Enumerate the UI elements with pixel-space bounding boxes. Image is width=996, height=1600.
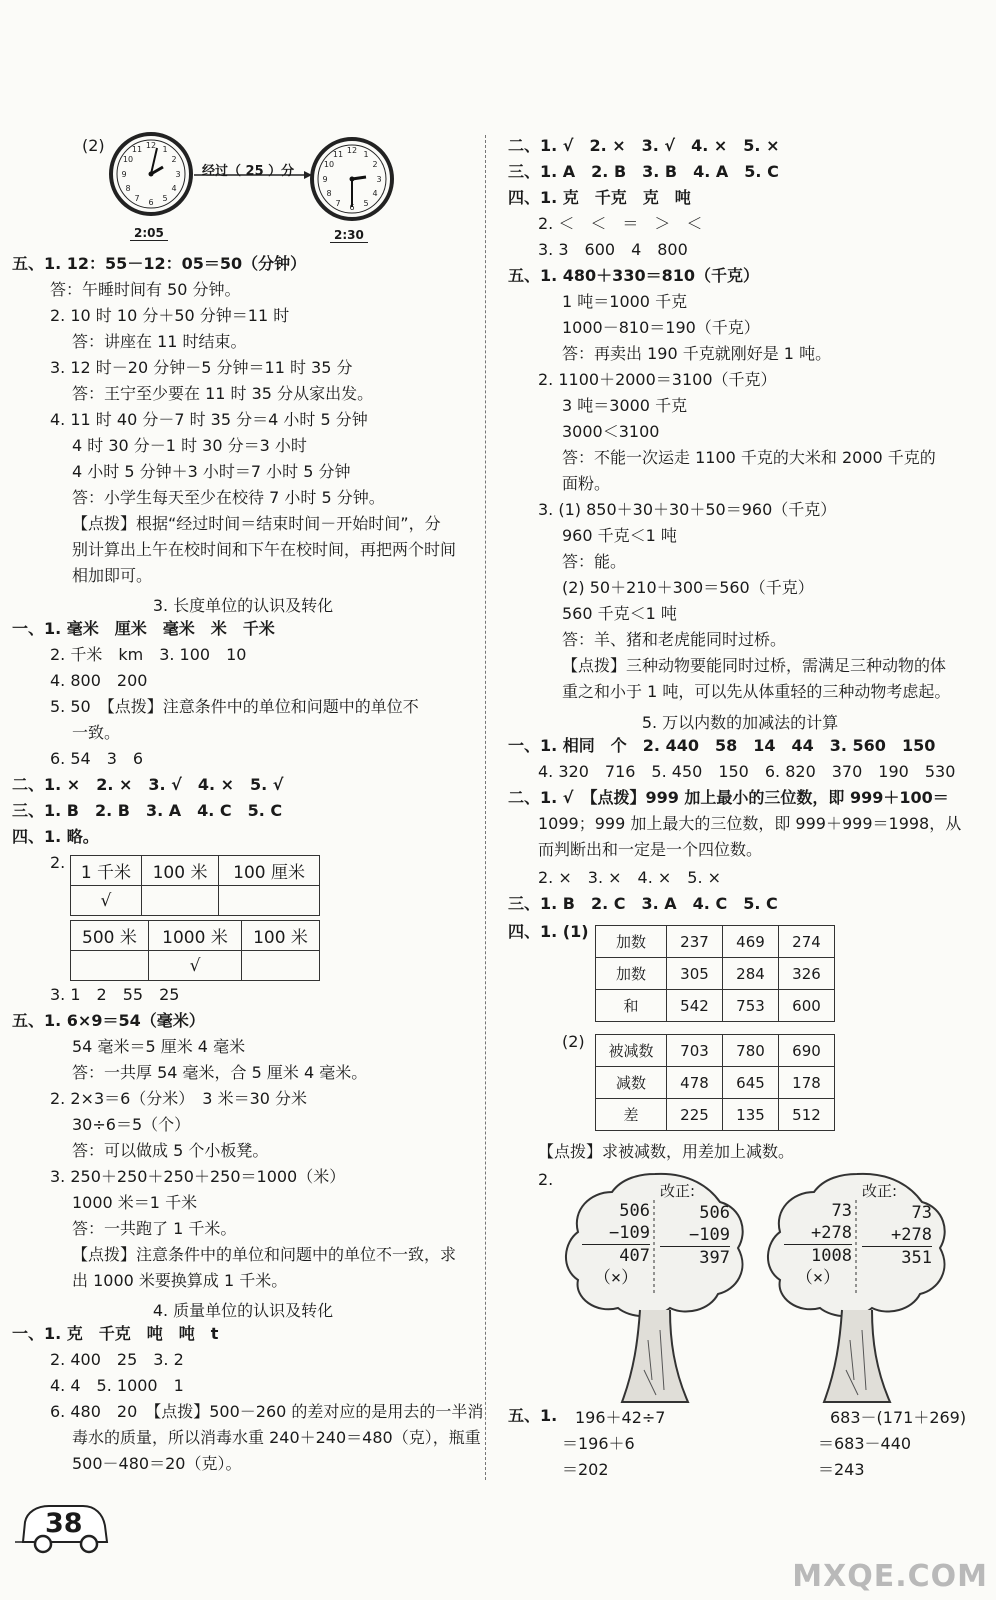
answer-line: 2. × 3. × 4. × 5. × [538,868,722,887]
tree-illustration [560,1170,750,1410]
answer-line: 1 吨＝1000 千克 [562,292,688,311]
answer-line: 五、1. 480＋330＝810（千克） [508,266,759,285]
answer-line: 答：一共跑了 1 千米。 [72,1219,237,1238]
svg-text:4: 4 [372,189,378,198]
svg-text:5: 5 [162,194,168,203]
elapsed-time-label: 经过（ 25 ）分 [202,164,295,179]
wrong-calc [784,1200,852,1289]
svg-text:11: 11 [131,145,143,154]
table-cell: 237 [667,926,723,958]
answer-line: 答：王宁至少要在 11 时 35 分从家出发。 [72,384,374,403]
table-cell: 780 [723,1035,779,1067]
svg-text:2: 2 [171,155,177,164]
calc-line: 196＋42÷7 [575,1408,666,1427]
tip-line: 出 1000 米要换算成 1 千米。 [72,1271,288,1290]
svg-text:12: 12 [145,141,157,150]
answer-line: 一致。 [72,723,121,742]
svg-text:4: 4 [171,184,177,193]
calc-line: 73 [831,1201,852,1221]
page-number: 38 [45,1508,83,1539]
watermark: MXQE.COM [792,1559,988,1594]
unit-table-a [70,855,320,916]
table-cell: 1000 米 [148,921,241,951]
answer-line: 四、1. 略。 [12,827,99,846]
calc-line: 683－(171＋269) [830,1408,967,1427]
table-cell: 加数 [596,926,667,958]
svg-text:6: 6 [349,203,355,212]
answer-line: 毒水的质量，所以消毒水重 240＋240＝480（克），瓶重 [72,1428,481,1447]
check-mark [71,951,149,981]
svg-text:12: 12 [346,146,358,155]
svg-text:7: 7 [335,199,341,208]
column-divider [485,135,486,1480]
table-row [596,926,835,958]
answer-line: 4. 4 5. 1000 1 [50,1376,184,1395]
calc-line: 351 [901,1248,932,1268]
answer-line: 二、1. × 2. × 3. √ 4. × 5. √ [12,775,284,794]
answer-line: 560 千克＜1 吨 [562,604,677,623]
answer-line: 2. 千米 km 3. 100 10 [50,645,247,664]
table-cell: 753 [723,990,779,1022]
correction-title: 改正: [660,1182,696,1200]
answer-line: 6. 54 3 6 [50,749,144,768]
answer-line: 四、1. 克 千克 克 吨 [508,188,691,207]
table-cell: 和 [596,990,667,1022]
calc-line: ＝683－440 [818,1434,912,1453]
table-cell: 100 米 [242,921,320,951]
table-row [596,1035,835,1067]
answer-line: 答：午睡时间有 50 分钟。 [50,280,241,299]
check-mark [141,886,218,916]
svg-text:11: 11 [332,150,344,159]
answer-line: 30÷6＝5（个） [72,1115,191,1134]
table-cell: 减数 [596,1067,667,1099]
svg-text:5: 5 [363,199,369,208]
answer-line: 答：小学生每天至少在校待 7 小时 5 分钟。 [72,488,385,507]
answer-line: 1000－810＝190（千克） [562,318,760,337]
answer-line: 三、1. B 2. C 3. A 4. C 5. C [508,894,778,913]
answer-line: 而判断出和一定是一个四位数。 [538,840,763,859]
calc-line: 506 [619,1201,650,1221]
answer-line: 2. 2×3＝6（分米） 3 米＝30 分米 [50,1089,308,1108]
calc-line: 407 [619,1246,650,1266]
check-mark [242,951,320,981]
answer-line: 一、1. 克 千克 吨 吨 t [12,1324,219,1343]
answer-line: 四、1. (1) [508,922,589,941]
table-row [596,1067,835,1099]
svg-text:3: 3 [376,175,382,184]
table-cell: 284 [723,958,779,990]
calc-line: +278 [784,1222,852,1245]
answer-line: 4. 11 时 40 分－7 时 35 分＝4 小时 5 分钟 [50,410,368,429]
table-cell: 542 [667,990,723,1022]
answer-line: 一、1. 相同 个 2. 440 58 14 44 3. 560 150 [508,736,936,755]
answer-line: 1000 米＝1 千米 [72,1193,198,1212]
table-cell: 500 米 [71,921,149,951]
answer-line: 3. 1 2 55 25 [50,985,180,1004]
corrected-calc [660,1180,730,1269]
answer-line: 答：能。 [562,552,627,571]
tip-line: 【点拨】三种动物要能同时过桥，需满足三种动物的体 [562,656,947,675]
table-cell: 178 [779,1067,835,1099]
table-cell: 100 米 [141,856,218,886]
answer-line: 五、1. 12：55－12：05＝50（分钟） [12,254,307,273]
svg-text:9: 9 [322,175,328,184]
answer-line: 五、1. 6×9＝54（毫米） [12,1011,205,1030]
table-cell: 478 [667,1067,723,1099]
answer-line: 2. [50,853,66,872]
answer-line: 2. 10 时 10 分＋50 分钟＝11 时 [50,306,290,325]
check-mark: √ [71,886,142,916]
table-cell: 512 [779,1099,835,1131]
answer-line: (2) 50＋210＋300＝560（千克） [562,578,814,597]
answer-line: 3. 250＋250＋250＋250＝1000（米） [50,1167,346,1186]
answer-line: 3. (1) 850＋30＋30＋50＝960（千克） [538,500,837,519]
question-label: 2. [538,1170,554,1189]
answer-line: 2. ＜ ＜ ＝ ＞ ＜ [538,214,703,233]
answer-line: 2. 400 25 3. 2 [50,1350,184,1369]
calc-line: ＝196＋6 [562,1434,635,1453]
calc-line: 1008 [811,1246,852,1266]
tip-line: 别计算出上午在校时间和下午在校时间，再把两个时间 [72,540,457,559]
calc-line: 73 [911,1203,932,1223]
question-label: 五、1. [508,1406,558,1425]
tip-line: 相加即可。 [72,566,153,585]
calc-line: ＝202 [562,1460,609,1479]
table-cell: 135 [723,1099,779,1131]
svg-text:2: 2 [372,160,378,169]
section-title: 4. 质量单位的认识及转化 [152,1301,334,1320]
end-time: 2:30 [330,228,368,243]
answer-line: 三、1. B 2. B 3. A 4. C 5. C [12,801,283,820]
wrong-calc [582,1200,650,1289]
answer-line: 4. 800 200 [50,671,148,690]
table-row [596,990,835,1022]
table-cell: 469 [723,926,779,958]
table-cell: 305 [667,958,723,990]
table-cell: 690 [779,1035,835,1067]
answer-line: 二、1. √ 【点拨】999 加上最小的三位数，即 999＋100＝ [508,788,949,807]
table-cell: 703 [667,1035,723,1067]
answer-line: 答：不能一次运走 1100 千克的大米和 2000 千克的 [562,448,936,467]
table-row [596,958,835,990]
table-row [596,1099,835,1131]
answer-line: 960 千克＜1 吨 [562,526,677,545]
table-cell: 600 [779,990,835,1022]
answer-line: 54 毫米＝5 厘米 4 毫米 [72,1037,246,1056]
table-cell: 225 [667,1099,723,1131]
answer-line: 答：可以做成 5 个小板凳。 [72,1141,269,1160]
table-cell: 326 [779,958,835,990]
answer-line: 三、1. A 2. B 3. B 4. A 5. C [508,162,779,181]
answer-line: 4 时 30 分－1 时 30 分＝3 小时 [72,436,307,455]
table-cell: 274 [779,926,835,958]
answer-line: 面粉。 [562,474,611,493]
check-mark: √ [148,951,241,981]
tip-line: 【点拨】根据“经过时间＝结束时间－开始时间”，分 [72,514,441,533]
svg-text:1: 1 [363,150,369,159]
unit-table-b [70,920,320,981]
table-cell: 1 千米 [71,856,142,886]
svg-text:1: 1 [162,145,168,154]
answer-line: 1099；999 加上最大的三位数，即 999＋999＝1998，从 [538,814,962,833]
section-title: 3. 长度单位的认识及转化 [152,596,334,615]
table-cell: 被减数 [596,1035,667,1067]
tip-line: 【点拨】注意条件中的单位和问题中的单位不一致，求 [72,1245,457,1264]
svg-text:6: 6 [148,198,154,207]
calc-line: 397 [699,1248,730,1268]
calc-line: −109 [582,1222,650,1245]
wrong-mark: （×） [593,1268,639,1288]
answer-line: 500－480＝20（克）。 [72,1454,242,1473]
tip-line: 【点拨】求被减数，用差加上减数。 [538,1142,795,1161]
tip-line: 重之和小于 1 吨，可以先从体重轻的三种动物考虑起。 [562,682,951,701]
calc-line: 506 [699,1203,730,1223]
answer-line: 3. 12 时－20 分钟－5 分钟＝11 时 35 分 [50,358,353,377]
svg-text:9: 9 [121,170,127,179]
answer-line: 5. 50 【点拨】注意条件中的单位和问题中的单位不 [50,697,419,716]
corrected-calc [862,1180,932,1269]
answer-line: 答：再卖出 190 千克就刚好是 1 吨。 [562,344,832,363]
correction-title: 改正: [862,1182,898,1200]
clock-icon [107,130,195,218]
answer-line: 二、1. √ 2. × 3. √ 4. × 5. × [508,136,780,155]
answer-line: 答：羊、猪和老虎能同时过桥。 [562,630,787,649]
answer-line: 6. 480 20 【点拨】500－260 的差对应的是用去的一半消 [50,1402,484,1421]
answer-line: 3000＜3100 [562,422,660,441]
svg-text:3: 3 [175,170,181,179]
subtraction-table [595,1034,835,1131]
tree-illustration [762,1170,952,1410]
subquestion-label: (2) [562,1032,585,1051]
calc-line: −109 [660,1224,730,1247]
page-number-badge [15,1498,110,1558]
clock-icon [308,135,396,223]
answer-line: 4 小时 5 分钟＋3 小时＝7 小时 5 分钟 [72,462,351,481]
svg-text:10: 10 [323,160,335,169]
clock-question-label: (2) [82,136,105,155]
calc-line: ＝243 [818,1460,865,1479]
svg-text:7: 7 [134,194,140,203]
svg-text:8: 8 [125,184,131,193]
answer-line: 4. 320 716 5. 450 150 6. 820 370 190 530 [538,762,956,781]
svg-text:8: 8 [326,189,332,198]
table-cell: 加数 [596,958,667,990]
table-cell: 差 [596,1099,667,1131]
addition-table [595,925,835,1022]
table-cell: 100 厘米 [219,856,320,886]
table-cell: 645 [723,1067,779,1099]
start-time: 2:05 [130,226,168,241]
answer-line: 3. 3 600 4 800 [538,240,688,259]
answer-line: 答：讲座在 11 时结束。 [72,332,247,351]
check-mark [219,886,320,916]
answer-line: 3 吨＝3000 千克 [562,396,688,415]
wrong-mark: （×） [795,1268,841,1288]
answer-line: 一、1. 毫米 厘米 毫米 米 千米 [12,619,275,638]
calc-line: +278 [862,1224,932,1247]
answer-line: 答：一共厚 54 毫米，合 5 厘米 4 毫米。 [72,1063,368,1082]
section-title: 5. 万以内数的加减法的计算 [641,713,839,732]
answer-line: 2. 1100＋2000＝3100（千克） [538,370,777,389]
svg-text:10: 10 [122,155,134,164]
